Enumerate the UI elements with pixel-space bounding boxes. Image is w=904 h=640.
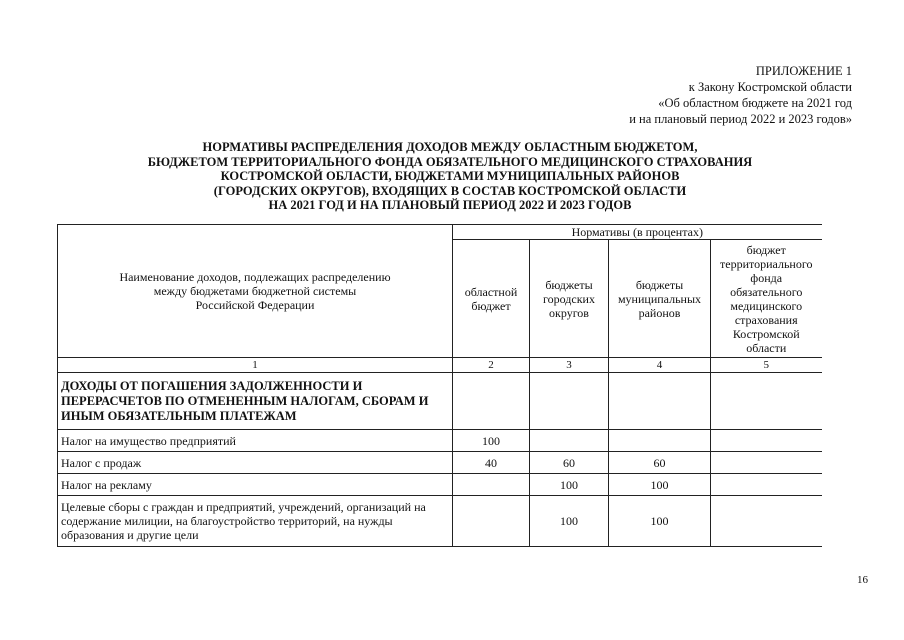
empty-cell (609, 373, 711, 430)
column-index: 1 (58, 358, 453, 373)
section-row (58, 373, 822, 430)
fund-value (711, 474, 822, 496)
header-text: Российской Федерации (195, 298, 315, 312)
column-index: 3 (530, 358, 609, 373)
section-title (58, 373, 453, 430)
income-name: Налог на рекламу (58, 474, 453, 496)
fund-value (711, 452, 822, 474)
section-title-line: ДОХОДЫ ОТ ПОГАШЕНИЯ ЗАДОЛЖЕННОСТИ И (61, 378, 363, 393)
section-title-line: ИНЫМ ОБЯЗАТЕЛЬНЫМ ПЛАТЕЖАМ (61, 408, 297, 423)
table-row (58, 474, 822, 496)
city-value: 100 (530, 474, 609, 496)
norms-header: Нормативы (в процентах) (453, 225, 822, 240)
table-row (58, 452, 822, 474)
section-title-line: ПЕРЕРАСЧЕТОВ ПО ОТМЕНЕННЫМ НАЛОГАМ, СБОРАМ И (61, 393, 429, 408)
header-text: городских (543, 291, 595, 306)
header-text: бюджеты (635, 277, 684, 292)
fund-value (711, 496, 822, 547)
title-line: КОСТРОМСКОЙ ОБЛАСТИ, БЮДЖЕТАМИ МУНИЦИПАЛЬНЫХ РАЙОНОВ (220, 169, 680, 183)
regional-value (453, 474, 530, 496)
header-text: области (746, 340, 787, 355)
municipal-value: 100 (609, 474, 711, 496)
income-name-line: образования и другие цели (61, 528, 199, 542)
empty-cell (530, 373, 609, 430)
page-number: 16 (857, 574, 868, 586)
document-title (90, 140, 810, 213)
column-index: 5 (711, 358, 822, 373)
column-index-row (58, 358, 822, 373)
appendix-law-name: «Об областном бюджете на 2021 год (658, 96, 852, 110)
city-value: 100 (530, 496, 609, 547)
regional-budget-header (453, 240, 530, 358)
header-text: обязательного (730, 284, 803, 299)
municipal-value: 60 (609, 452, 711, 474)
header-text: районов (638, 305, 681, 320)
regional-value (453, 496, 530, 547)
income-name (58, 496, 453, 547)
municipal-budgets-header (609, 240, 711, 358)
header-text: бюджет (471, 298, 511, 313)
regional-value: 40 (453, 452, 530, 474)
income-name: Налог на имущество предприятий (58, 430, 453, 452)
empty-cell (453, 373, 530, 430)
table-row (58, 496, 822, 547)
city-value: 60 (530, 452, 609, 474)
income-name: Налог с продаж (58, 452, 453, 474)
header-text: Наименование доходов, подлежащих распределению (119, 270, 391, 284)
header-text: фонда (750, 270, 783, 285)
income-name-header (58, 225, 453, 358)
appendix-title: ПРИЛОЖЕНИЕ 1 (755, 64, 852, 78)
column-index: 2 (453, 358, 530, 373)
header-text: страхования (734, 312, 798, 327)
city-value (530, 430, 609, 452)
fund-value (711, 430, 822, 452)
header-text: бюджеты (545, 277, 593, 292)
header-text: между бюджетами бюджетной системы (153, 284, 357, 298)
norms-table (57, 224, 822, 547)
header-text: территориального (720, 256, 813, 271)
city-budgets-header (530, 240, 609, 358)
income-name-line: содержание милиции, на благоустройство территорий, на нужды (61, 514, 393, 528)
municipal-value: 100 (609, 496, 711, 547)
appendix-period: и на плановый период 2022 и 2023 годов» (629, 112, 852, 126)
appendix-law: к Закону Костромской области (688, 80, 852, 94)
regional-value: 100 (453, 430, 530, 452)
table-row (58, 430, 822, 452)
header-text: округов (549, 305, 589, 320)
appendix-header (629, 63, 852, 127)
empty-cell (711, 373, 822, 430)
title-line: БЮДЖЕТОМ ТЕРРИТОРИАЛЬНОГО ФОНДА ОБЯЗАТЕЛЬНОГО МЕДИЦИНСКОГО СТРАХОВАНИЯ (147, 154, 753, 169)
header-text: медицинского (730, 298, 803, 313)
title-line: НА 2021 ГОД И НА ПЛАНОВЫЙ ПЕРИОД 2022 И 2023 ГОДОВ (268, 198, 632, 212)
insurance-fund-header (711, 240, 822, 358)
header-text: Костромской (732, 326, 800, 341)
header-text: муниципальных (617, 291, 702, 306)
column-index: 4 (609, 358, 711, 373)
title-line: НОРМАТИВЫ РАСПРЕДЕЛЕНИЯ ДОХОДОВ МЕЖДУ ОБЛАСТНЫМ БЮДЖЕТОМ, (202, 140, 698, 154)
header-text: бюджет (746, 242, 786, 257)
income-name-line: Целевые сборы с граждан и предприятий, учреждений, организаций на (61, 500, 426, 514)
header-text: областной (464, 284, 518, 299)
municipal-value (609, 430, 711, 452)
title-line: (ГОРОДСКИХ ОКРУГОВ), ВХОДЯЩИХ В СОСТАВ КОСТРОМСКОЙ ОБЛАСТИ (213, 183, 687, 198)
